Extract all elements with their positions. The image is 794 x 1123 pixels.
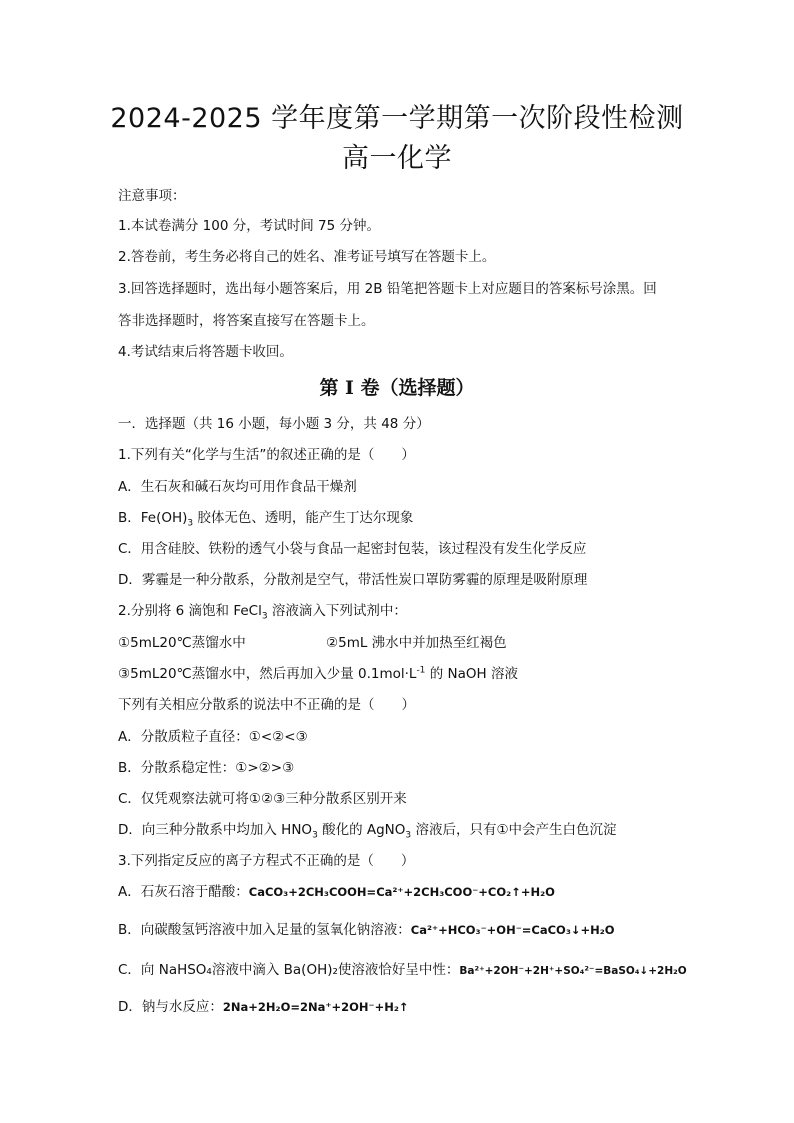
- q1-option-b-post: 胶体无色、透明，能产生丁达尔现象: [193, 510, 414, 526]
- note-item-1: 1.本试卷满分 100 分，考试时间 75 分钟。: [118, 218, 380, 234]
- notes-heading: 注意事项：: [118, 188, 186, 204]
- q3-option-a-equation: CaCO₃+2CH₃COOH=Ca²⁺+2CH₃COO⁻+CO₂↑+H₂O: [248, 885, 555, 899]
- q3-option-b: [118, 920, 678, 940]
- q3-option-d-equation: 2Na+2H₂O=2Na⁺+2OH⁻+H₂↑: [222, 1000, 409, 1014]
- q2-stem: [118, 601, 678, 621]
- q1-option-c: C．用含硅胶、铁粉的透气小袋与食品一起密封包装，该过程没有发生化学反应: [118, 541, 587, 557]
- note-item-3-line-2: 答非选择题时，将答案直接写在答题卡上。: [118, 313, 375, 329]
- q2-option-d-mid: 酸化的 AgNO: [317, 822, 406, 838]
- q3-option-c: [118, 960, 687, 981]
- q2-stem-pre: 2.分别将 6 滴饱和 FeCl: [118, 603, 262, 619]
- q3-option-a: [118, 882, 678, 902]
- q1-option-b-sub: 3: [187, 518, 194, 529]
- q3-option-c-equation: Ba²⁺+2OH⁻+2H⁺+SO₄²⁻=BaSO₄↓+2H₂O: [459, 965, 687, 977]
- q2-option-d-sub-1: 3: [312, 830, 318, 841]
- q2-option-d-post: 溶液后，只有①中会产生白色沉淀: [411, 822, 617, 838]
- q2-reagent-2: ②5mL 沸水中并加热至红褐色: [326, 635, 507, 651]
- q2-option-a: A．分散质粒子直径：①<②<③: [118, 729, 308, 745]
- q2-reagent-3-pre: ③5mL20℃蒸馏水中，然后再加入少量 0.1mol·L: [118, 666, 417, 682]
- q2-option-d-pre: D．向三种分散系中均加入 HNO: [118, 822, 313, 838]
- q3-option-d: [118, 997, 678, 1017]
- q2-reagent-3: [118, 664, 678, 684]
- q2-reagent-1: ①5mL20℃蒸馏水中: [118, 635, 246, 651]
- q1-option-d: D．雾霾是一种分散系，分散剂是空气，带活性炭口罩防雾霾的原理是吸附原理: [118, 572, 588, 588]
- q3-option-b-label: B．向碳酸氢钙溶液中加入足量的氢氧化钠溶液：: [118, 922, 411, 938]
- q2-option-b: B．分散系稳定性：①>②>③: [118, 760, 295, 776]
- section-intro: 一．选择题（共 16 小题，每小题 3 分，共 48 分）: [118, 416, 430, 432]
- q2-option-d-sub-2: 3: [405, 830, 412, 841]
- q1-option-b: [118, 508, 678, 528]
- note-item-3-line-1: 3.回答选择题时，选出每小题答案后，用 2B 铅笔把答题卡上对应题目的答案标号涂黑。回: [118, 281, 657, 297]
- q1-option-a: A．生石灰和碱石灰均可用作食品干燥剂: [118, 479, 357, 495]
- q1-stem: 1.下列有关“化学与生活”的叙述正确的是（ ）: [118, 447, 415, 463]
- q2-stem-post: 溶液滴入下列试剂中：: [267, 603, 407, 619]
- q3-option-c-label: C．向 NaHSO₄溶液中滴入 Ba(OH)₂使溶液恰好呈中性：: [118, 962, 460, 978]
- q2-reagent-3-sup: -1: [416, 665, 426, 676]
- q2-stem-sub: 3: [261, 611, 268, 622]
- exam-subject: 高一化学: [342, 143, 452, 174]
- q1-option-b-pre: B．Fe(OH): [118, 510, 188, 526]
- q2-reagent-3-post: 的 NaOH 溶液: [425, 666, 518, 682]
- q3-option-d-label: D．钠与水反应：: [118, 999, 223, 1015]
- section-title: 第 I 卷（选择题）: [319, 377, 475, 399]
- note-item-2: 2.答卷前，考生务必将自己的姓名、准考证号填写在答题卡上。: [118, 249, 496, 265]
- note-item-4: 4.考试结束后将答题卡收回。: [118, 344, 293, 360]
- q3-stem: 3.下列指定反应的离子方程式不正确的是（ ）: [118, 853, 415, 869]
- q2-question: 下列有关相应分散系的说法中不正确的是（ ）: [118, 697, 415, 713]
- q2-option-d: [118, 820, 678, 840]
- exam-title: 2024-2025 学年度第一学期第一次阶段性检测: [110, 103, 684, 134]
- q3-option-a-label: A．石灰石溶于醋酸：: [118, 884, 249, 900]
- q3-option-b-equation: Ca²⁺+HCO₃⁻+OH⁻=CaCO₃↓+H₂O: [410, 923, 615, 937]
- q2-option-c: C．仅凭观察法就可将①②③三种分散系区别开来: [118, 791, 407, 807]
